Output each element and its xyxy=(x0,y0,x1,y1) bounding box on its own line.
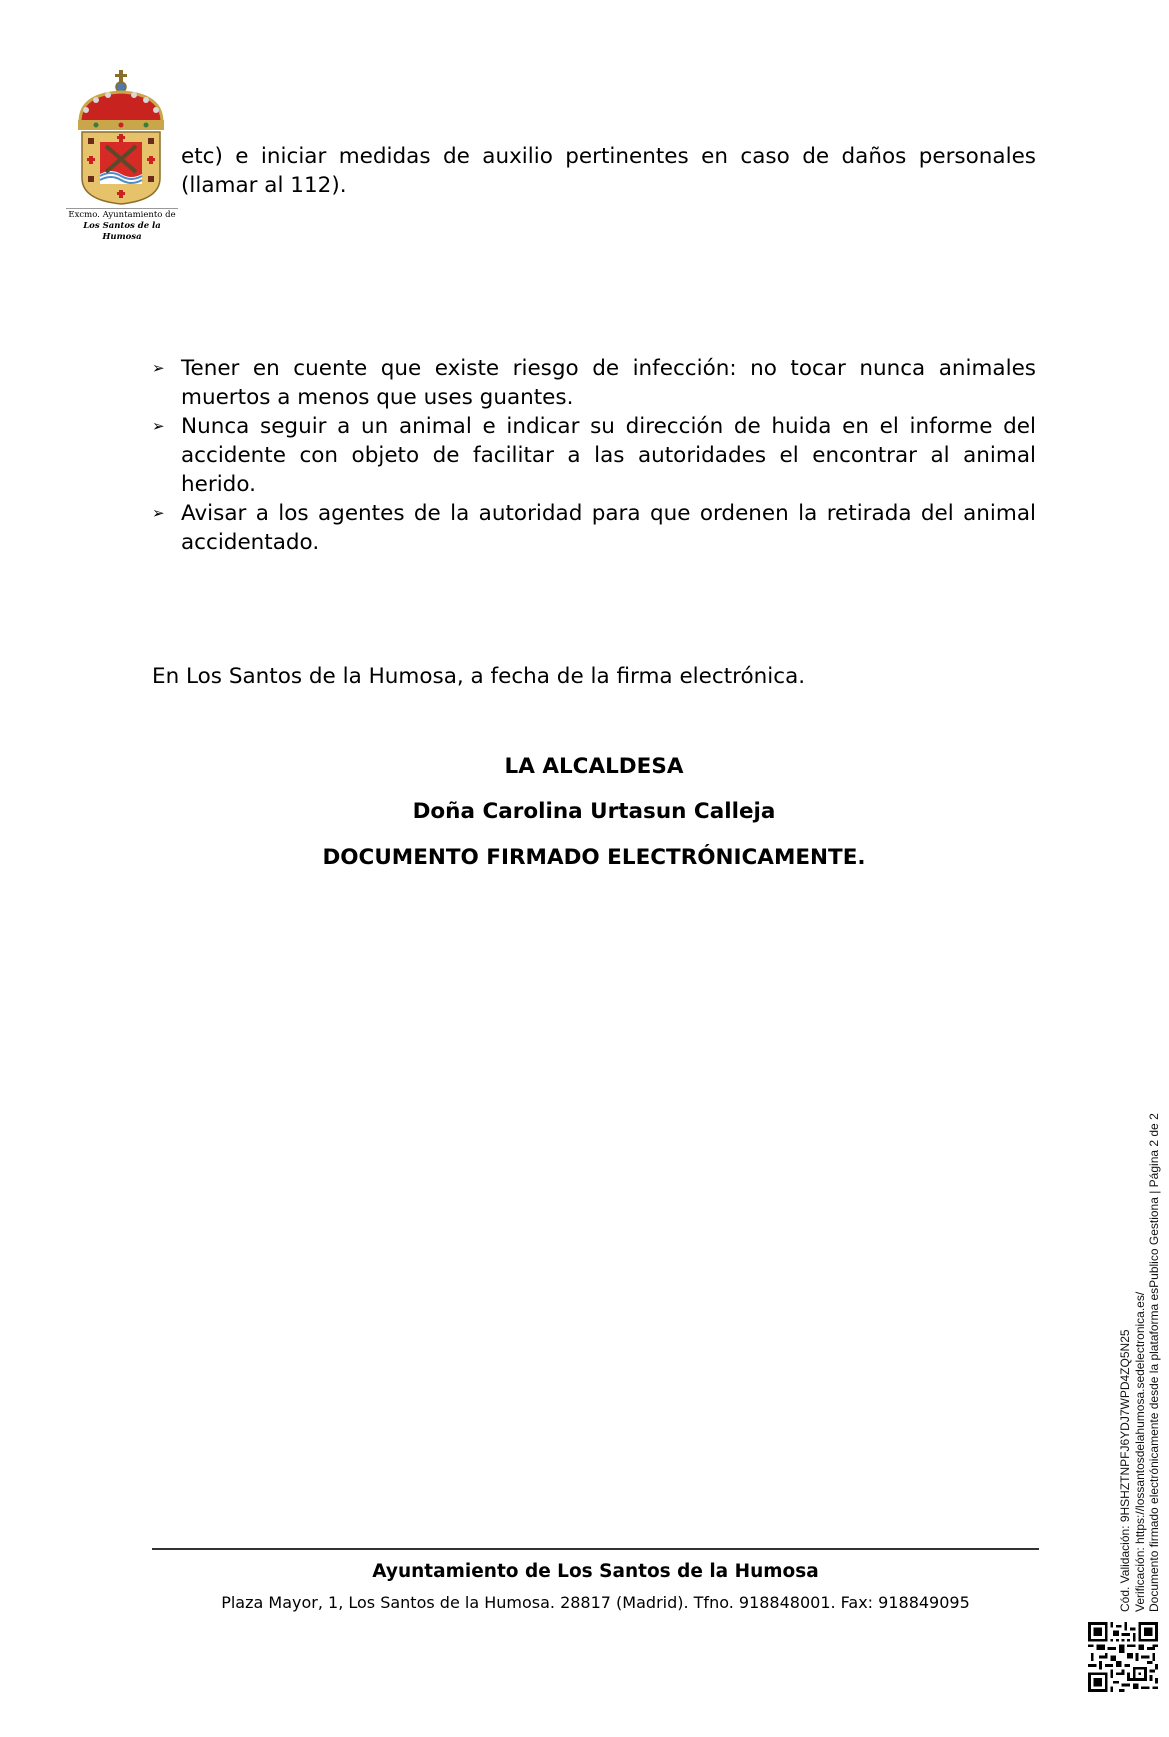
continuation-paragraph: etc) e iniciar medidas de auxilio pertinentes en caso de daños personales (llamar al 112). xyxy=(181,144,1036,198)
coat-of-arms-icon xyxy=(66,70,178,205)
arrowhead-bullet-icon: ➢ xyxy=(152,417,165,435)
signature-note: DOCUMENTO FIRMADO ELECTRÓNICAMENTE. xyxy=(322,845,866,870)
logo-caption-line2: Los Santos de la Humosa xyxy=(83,221,161,242)
arrowhead-bullet-icon: ➢ xyxy=(152,359,165,377)
arrowhead-bullet-icon: ➢ xyxy=(152,504,165,522)
list-item xyxy=(152,499,1036,557)
list-item xyxy=(152,412,1036,499)
list-item-text: Tener en cuente que existe riesgo de infección: no tocar nunca animales muertos a menos que uses guantes. xyxy=(181,356,1036,410)
list-item xyxy=(152,354,1036,412)
footer-divider xyxy=(152,1548,1039,1550)
municipal-logo xyxy=(66,70,178,242)
signature-role: LA ALCALDESA xyxy=(504,754,684,779)
footer-address: Plaza Mayor, 1, Los Santos de la Humosa. 28817 (Madrid). Tfno. 918848001. Fax: 918849095 xyxy=(221,1593,970,1612)
logo-caption-line1: Excmo. Ayuntamiento de xyxy=(68,210,176,220)
qr-code-icon[interactable] xyxy=(1088,1622,1158,1692)
recommendation-list xyxy=(152,354,1036,557)
signature-name: Doña Carolina Urtasun Calleja xyxy=(412,799,776,824)
place-date-line: En Los Santos de la Humosa, a fecha de la firma electrónica. xyxy=(152,664,806,689)
verification-url[interactable]: Verificación: https://lossantosdelahumosa.sedelectronica.es/ xyxy=(1132,1291,1147,1612)
signature-platform-note: Documento firmado electrónicamente desde la plataforma esPublico Gestiona | Página 2 de 2 xyxy=(1147,1113,1161,1612)
list-item-text: Nunca seguir a un animal e indicar su dirección de huida en el informe del accidente con objeto de facilitar a las autoridades el encontrar al animal herido. xyxy=(181,414,1036,497)
list-item-text: Avisar a los agentes de la autoridad para que ordenen la retirada del animal accidentado. xyxy=(181,501,1036,555)
validation-code: Cód. Validación: 9HSHZTNPFJ6YDJ7WPD4ZQ5N25 xyxy=(1118,1329,1132,1612)
footer-title: Ayuntamiento de Los Santos de la Humosa xyxy=(372,1561,819,1582)
